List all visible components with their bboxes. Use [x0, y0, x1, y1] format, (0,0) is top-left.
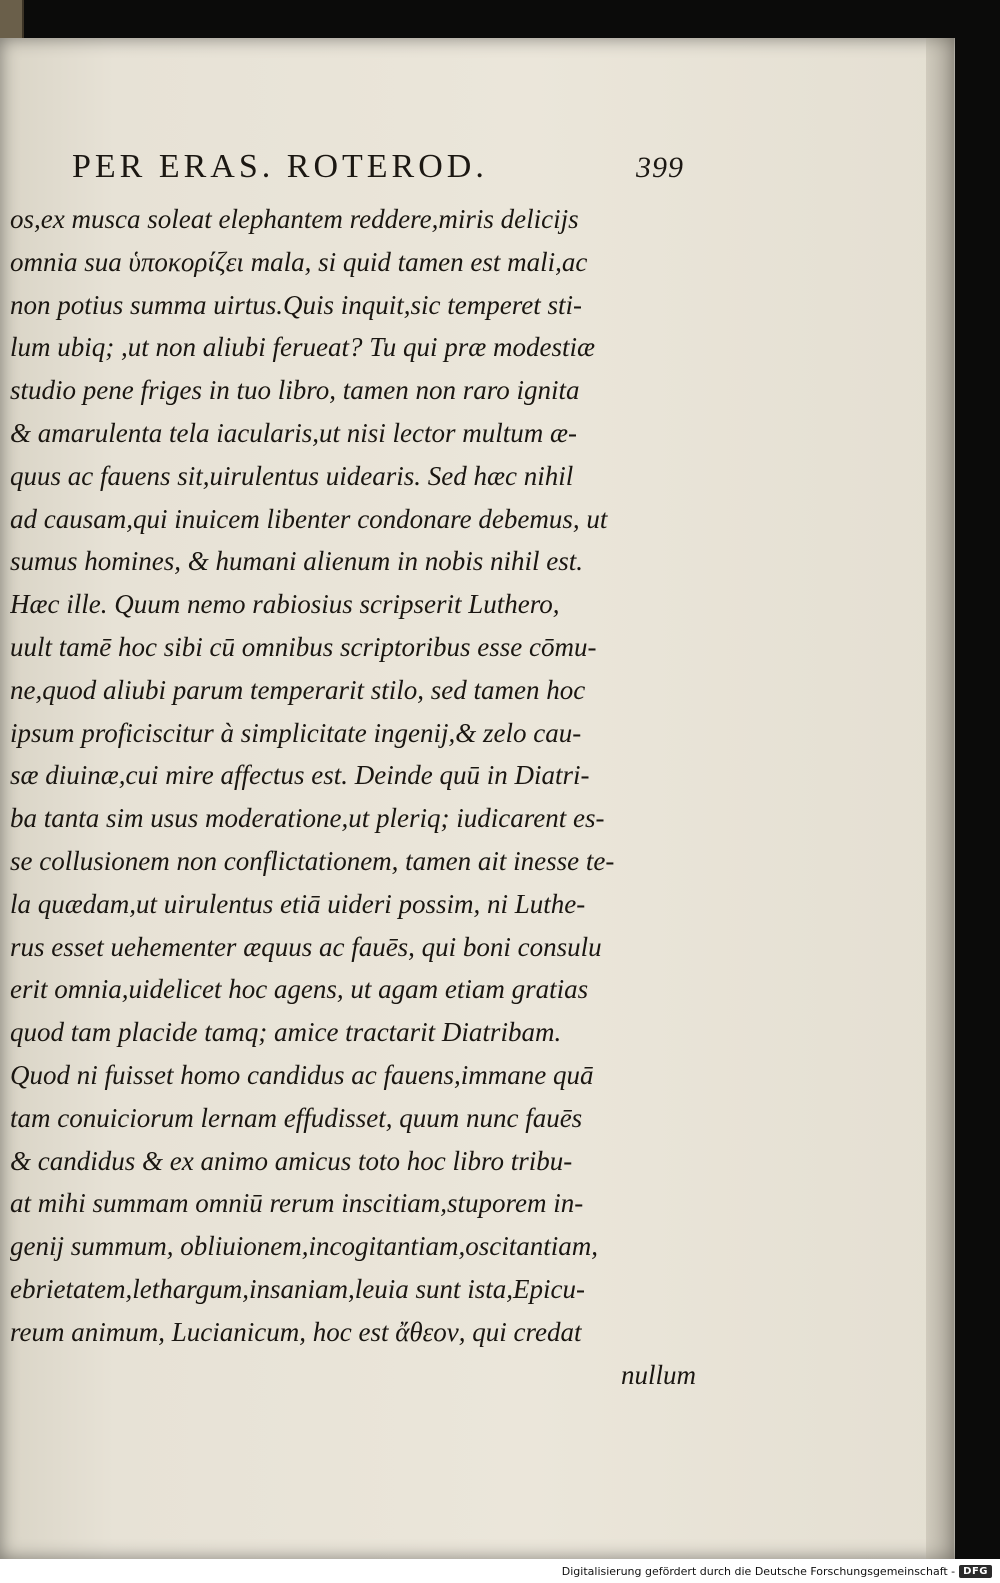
- text-line: quus ac fauens sit,uirulentus uidearis. Sed hæc nihil: [10, 460, 574, 491]
- text-line: erit omnia,uidelicet hoc agens, ut agam etiam gratias: [10, 974, 589, 1005]
- text-line: at mihi summam omniū rerum inscitiam,stuporem in-: [10, 1188, 584, 1219]
- text-line: la quædam,ut uirulentus etiā uideri possim, ni Luthe-: [10, 888, 586, 919]
- binding-corner: [0, 0, 24, 40]
- text-line: quod tam placide tamq; amice tractarit Diatribam.: [10, 1017, 562, 1048]
- text-line: & amarulenta tela iacularis,ut nisi lector multum æ-: [10, 417, 577, 448]
- text-line: ba tanta sim usus moderatione,ut pleriq; iudicarent es-: [10, 803, 605, 834]
- text-line: genij summum, obliuionem,incogitantiam,oscitantiam,: [10, 1231, 598, 1262]
- text-line: os,ex musca soleat elephantem reddere,miris delicijs: [10, 204, 579, 234]
- page-number: 399: [636, 151, 684, 184]
- text-line: & candidus & ex animo amicus toto hoc libro tribu-: [10, 1145, 573, 1176]
- text-line: studio pene friges in tuo libro, tamen non raro ignita: [10, 375, 580, 406]
- text-line: uult tamē hoc sibi cū omnibus scriptoribus esse cōmu-: [10, 631, 597, 662]
- text-line: Quod ni fuisset homo candidus ac fauens,immane quā: [10, 1059, 594, 1090]
- text-line: Hæc ille. Quum nemo rabiosius scripserit Luthero,: [10, 589, 560, 620]
- text-line: ipsum proficiscitur à simplicitate ingenij,& zelo cau-: [10, 717, 582, 748]
- text-line: rus esset uehementer æquus ac fauēs, qui boni consulu: [10, 931, 602, 962]
- text-line: sæ diuinæ,cui mire affectus est. Deinde quū in Diatri-: [10, 760, 590, 791]
- text-line: ebrietatem,lethargum,insaniam,leuia sunt ista,Epicu-: [10, 1273, 585, 1304]
- text-line: tam conuiciorum lernam effudisset, quum nunc fauēs: [10, 1102, 583, 1133]
- text-line: sumus homines, & humani alienum in nobis nihil est.: [10, 546, 583, 577]
- text-line: ne,quod aliubi parum temperarit stilo, sed tamen hoc: [10, 674, 586, 705]
- funding-footer: [0, 1559, 1000, 1583]
- catchword: nullum: [620, 1359, 696, 1390]
- body-text: [10, 198, 700, 1396]
- page-edge-shadow: [926, 38, 954, 1559]
- text-line: lum ubiq; ,ut non aliubi ferueat? Tu qui præ modestiæ: [10, 332, 596, 363]
- running-head: [72, 148, 684, 186]
- dfg-logo: DFG: [959, 1565, 992, 1578]
- text-line: reum animum, Lucianicum, hoc est ἄθεον, qui credat: [10, 1316, 582, 1347]
- running-title: PER ERAS. ROTEROD.: [72, 148, 488, 185]
- text-line: se collusionem non conflictationem, tamen ait inesse te-: [10, 845, 615, 876]
- text-line: omnia sua ὑποκορίζει mala, si quid tamen est mali,ac: [10, 246, 588, 277]
- text-line: non potius summa uirtus.Quis inquit,sic temperet sti-: [10, 289, 582, 320]
- text-line: ad causam,qui inuicem libenter condonare debemus, ut: [10, 503, 608, 534]
- funding-note: Digitalisierung gefördert durch die Deutsche Forschungsgemeinschaft -: [561, 1564, 956, 1578]
